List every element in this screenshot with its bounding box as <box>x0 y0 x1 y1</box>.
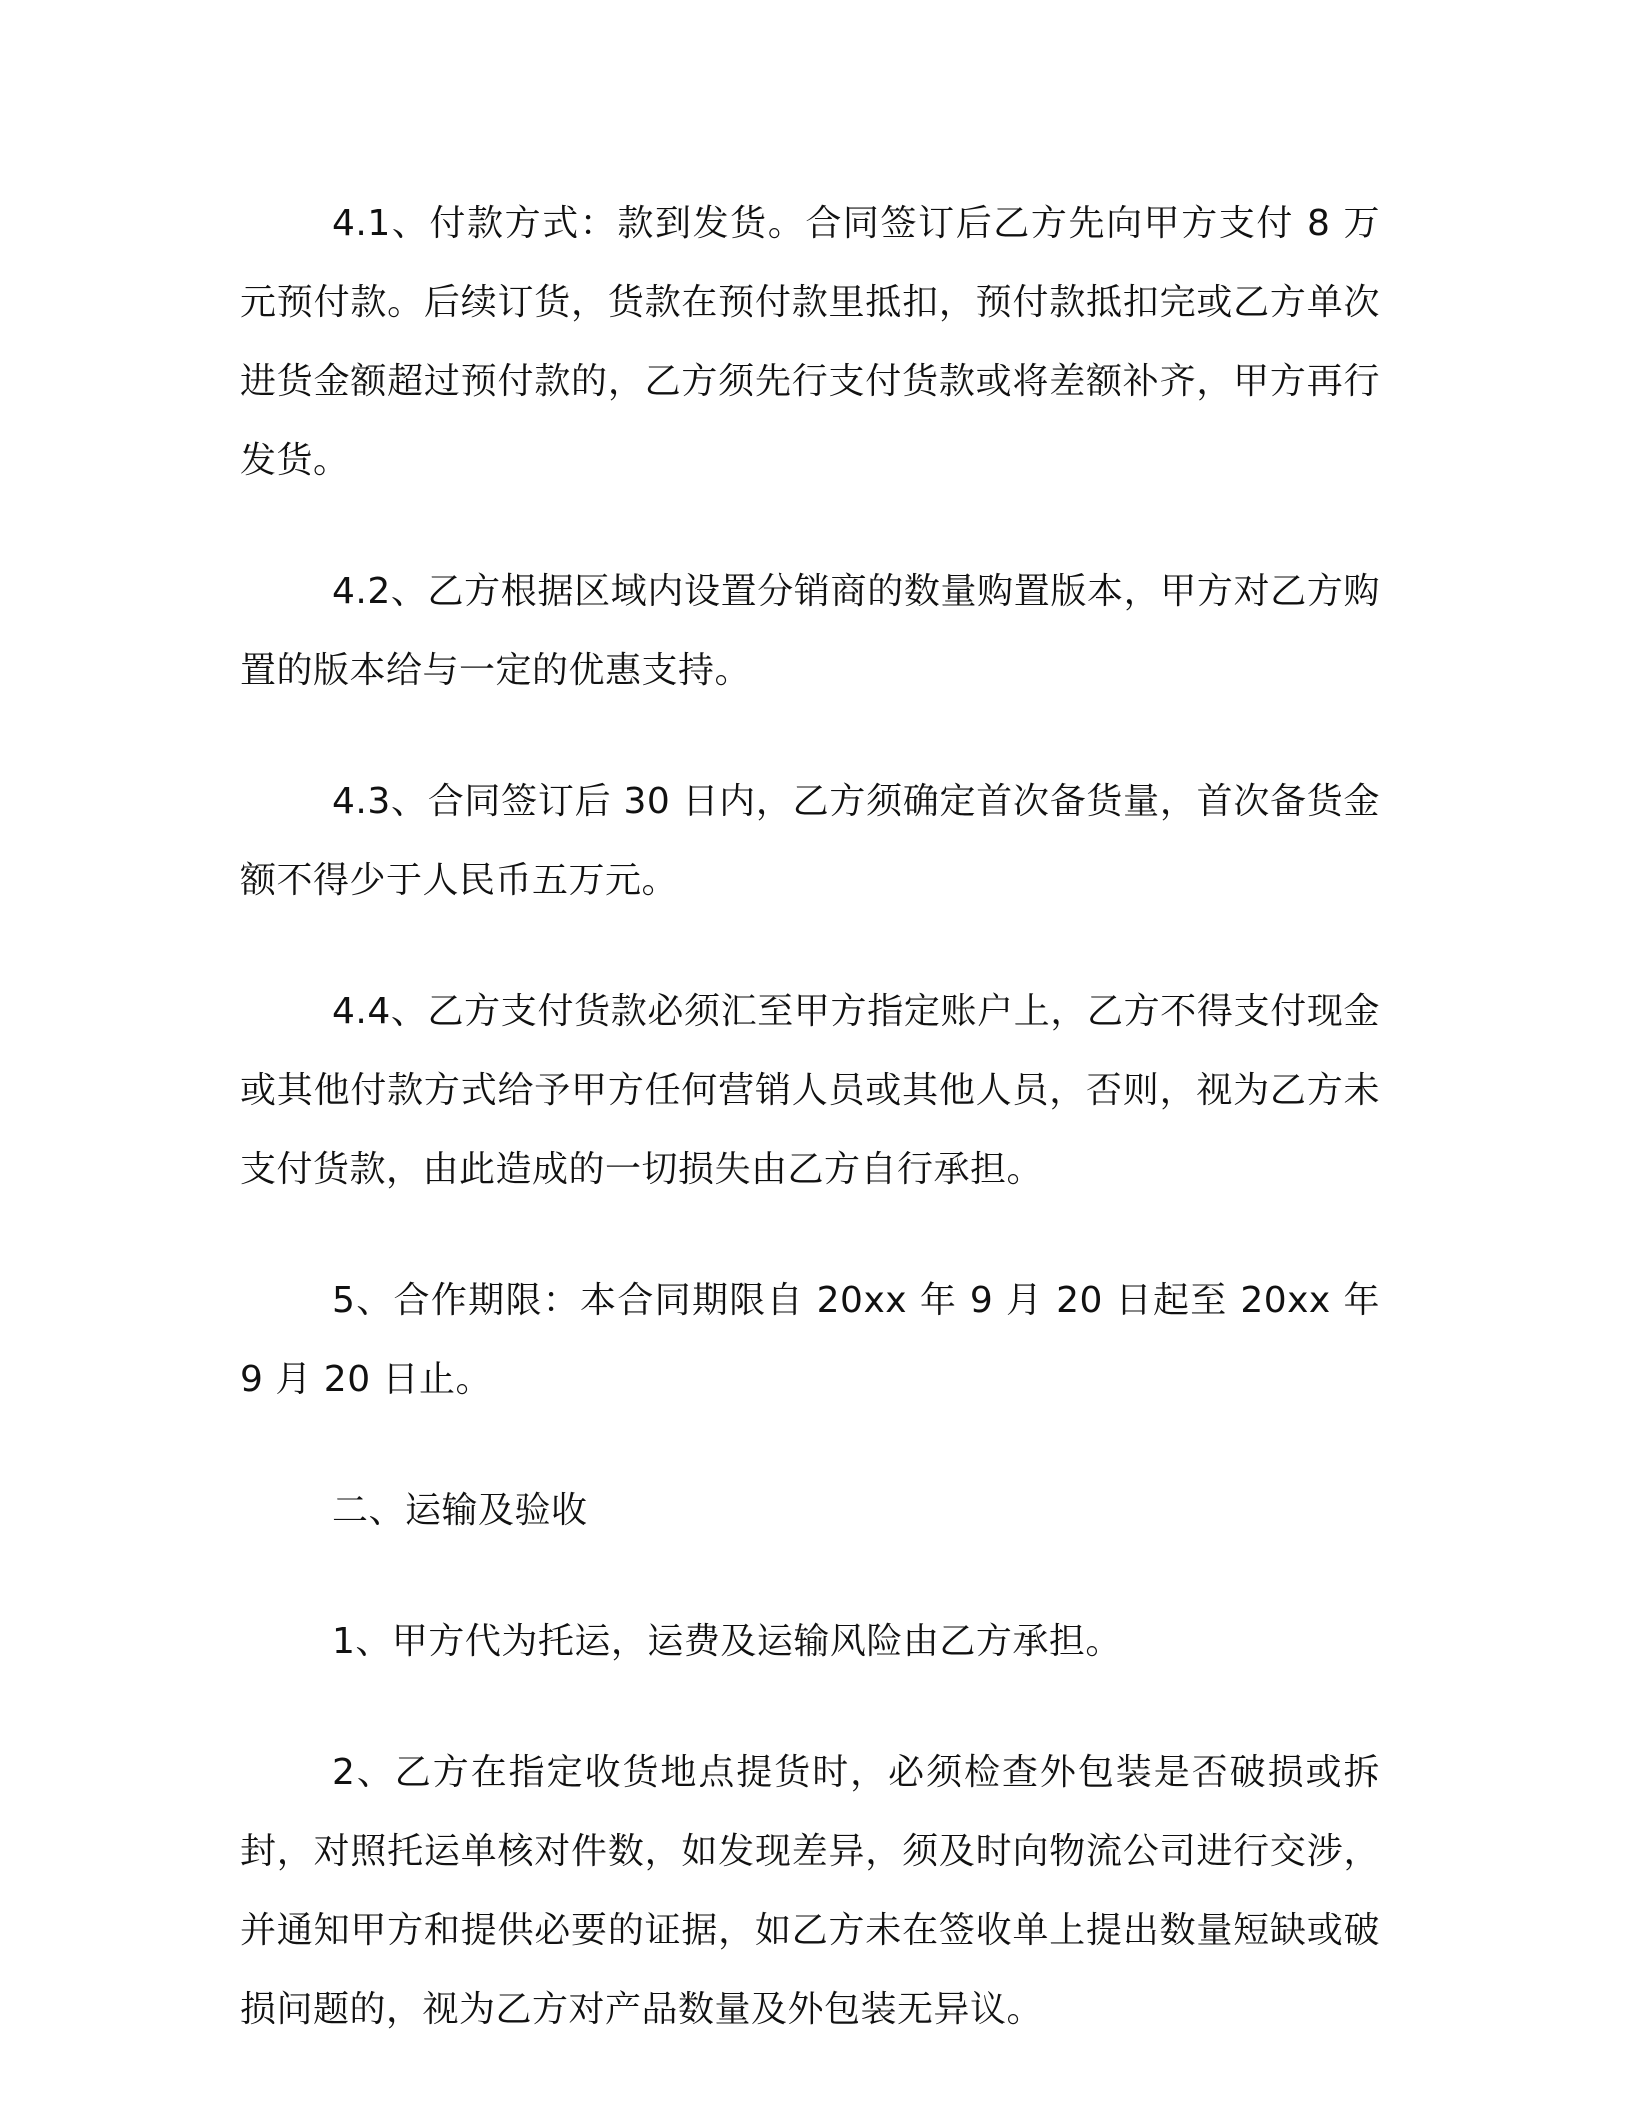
paragraph-4-4-payment-account: 4.4、乙方支付货款必须汇至甲方指定账户上，乙方不得支付现金或其他付款方式给予甲方任何营销人员或其他人员，否则，视为乙方未支付货款，由此造成的一切损失由乙方自行承担。 <box>240 991 1380 1190</box>
document-body <box>240 184 1380 2101</box>
paragraph-transport-2-inspection: 2、乙方在指定收货地点提货时，必须检查外包装是否破损或拆封，对照托运单核对件数，如发现差异，须及时向物流公司进行交涉，并通知甲方和提供必要的证据，如乙方未在签收单上提出数量短缺或破损问题的，视为乙方对产品数量及外包装无异议。 <box>240 1752 1380 2030</box>
paragraph-4-2-version-purchase: 4.2、乙方根据区域内设置分销商的数量购置版本，甲方对乙方购置的版本给与一定的优惠支持。 <box>240 571 1380 691</box>
paragraph-4-3-initial-stock: 4.3、合同签订后 30 日内，乙方须确定首次备货量，首次备货金额不得少于人民币五万元。 <box>240 781 1380 901</box>
paragraph-5-cooperation-period: 5、合作期限：本合同期限自 20xx 年 9 月 20 日起至 20xx 年 9 月 20 日止。 <box>240 1280 1380 1400</box>
paragraph-transport-1-consignment: 1、甲方代为托运，运费及运输风险由乙方承担。 <box>332 1621 1122 1662</box>
paragraph-4-1-payment-method: 4.1、付款方式：款到发货。合同签订后乙方先向甲方支付 8 万元预付款。后续订货，货款在预付款里抵扣，预付款抵扣完或乙方单次进货金额超过预付款的，乙方须先行支付货款或将差额补齐，甲方再行发货。 <box>240 203 1380 481</box>
section-heading-transport-acceptance: 二、运输及验收 <box>332 1490 588 1531</box>
